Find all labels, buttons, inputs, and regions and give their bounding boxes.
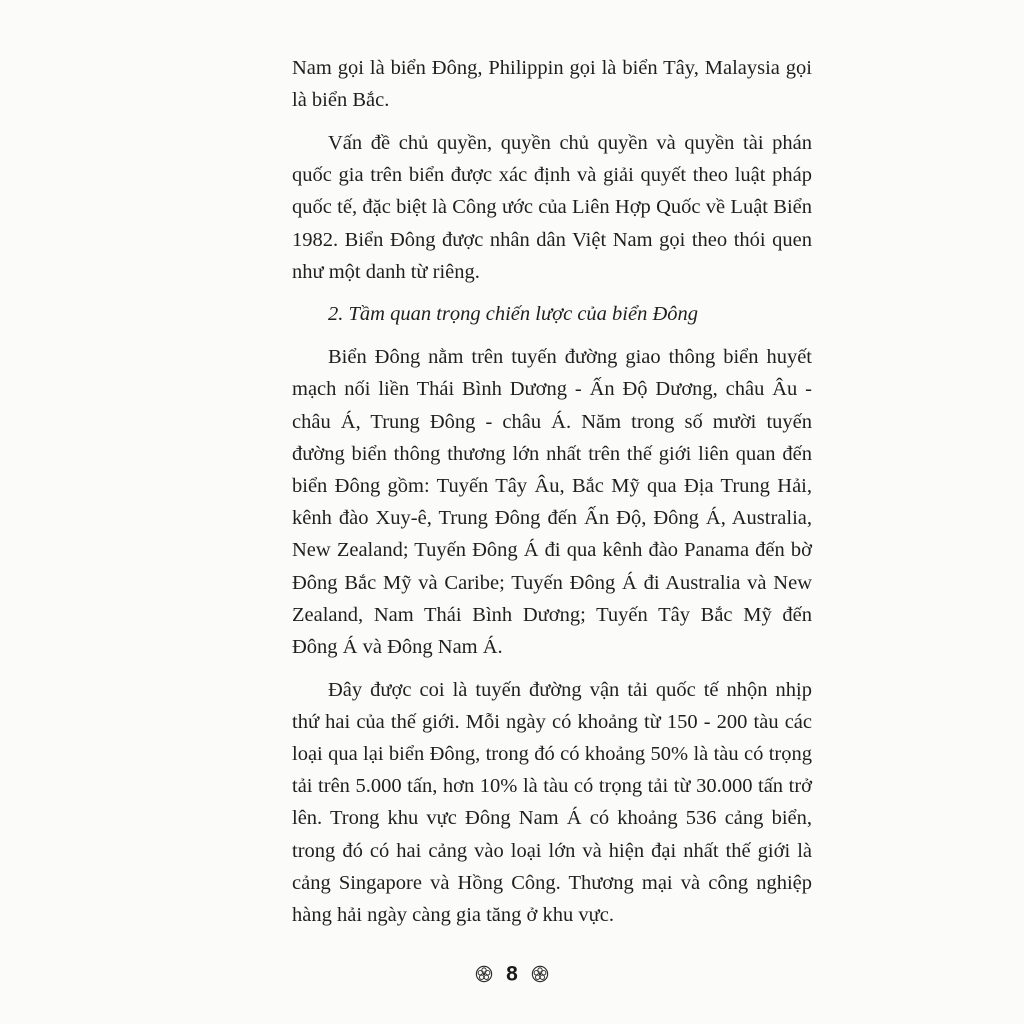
paragraph-continuation: Nam gọi là biển Đông, Philippin gọi là biển Tây, Malaysia gọi là biển Bắc.	[292, 57, 812, 112]
paragraph-shipping-traffic: Đây được coi là tuyến đường vận tải quốc tế nhộn nhịp thứ hai của thế giới. Mỗi ngày có khoảng từ 150 - 200 tàu các loại qua lại biển Đông, trong đó có khoảng 50% là tàu có trọng tải trên 5.000 tấn, hơn 10% là tàu có trọng tải từ 30.000 tấn trở lên. Trong khu vực Đông Nam Á có khoảng 536 cảng biển, trong đó có hai cảng vào loại lớn và hiện đại nhất thế giới là cảng Singapore và Hồng Công. Thương mại và công nghiệp hàng hải ngày càng gia tăng ở khu vực.	[292, 678, 812, 927]
flower-ornament-icon	[475, 965, 493, 983]
page-number: 8	[506, 962, 518, 986]
paragraph-sovereignty: Vấn đề chủ quyền, quyền chủ quyền và quyền tài phán quốc gia trên biển được xác định và giải quyết theo luật pháp quốc tế, đặc biệt là Công ước của Liên Hợp Quốc về Luật Biển 1982. Biển Đông được nhân dân Việt Nam gọi theo thói quen như một danh từ riêng.	[292, 131, 812, 283]
section-heading: 2. Tầm quan trọng chiến lược của biển Đông	[328, 303, 699, 326]
flower-ornament-icon	[531, 965, 549, 983]
paragraph-sea-routes: Biển Đông nằm trên tuyến đường giao thông biển huyết mạch nối liền Thái Bình Dương - Ấn Độ Dương, châu Âu - châu Á, Trung Đông - châu Á. Năm trong số mười tuyến đường biển thông thương lớn nhất trên thế giới liên quan đến biển Đông gồm: Tuyến Tây Âu, Bắc Mỹ qua Địa Trung Hải, kênh đào Xuy-ê, Trung Đông đến Ấn Độ, Đông Á, Australia, New Zealand; Tuyến Đông Á đi qua kênh đào Panama đến bờ Đông Bắc Mỹ và Caribe; Tuyến Đông Á đi Australia và New Zealand, Nam Thái Bình Dương; Tuyến Tây Bắc Mỹ đến Đông Á và Đông Nam Á.	[292, 346, 812, 658]
body-text	[292, 52, 812, 942]
page-footer	[0, 962, 1024, 986]
